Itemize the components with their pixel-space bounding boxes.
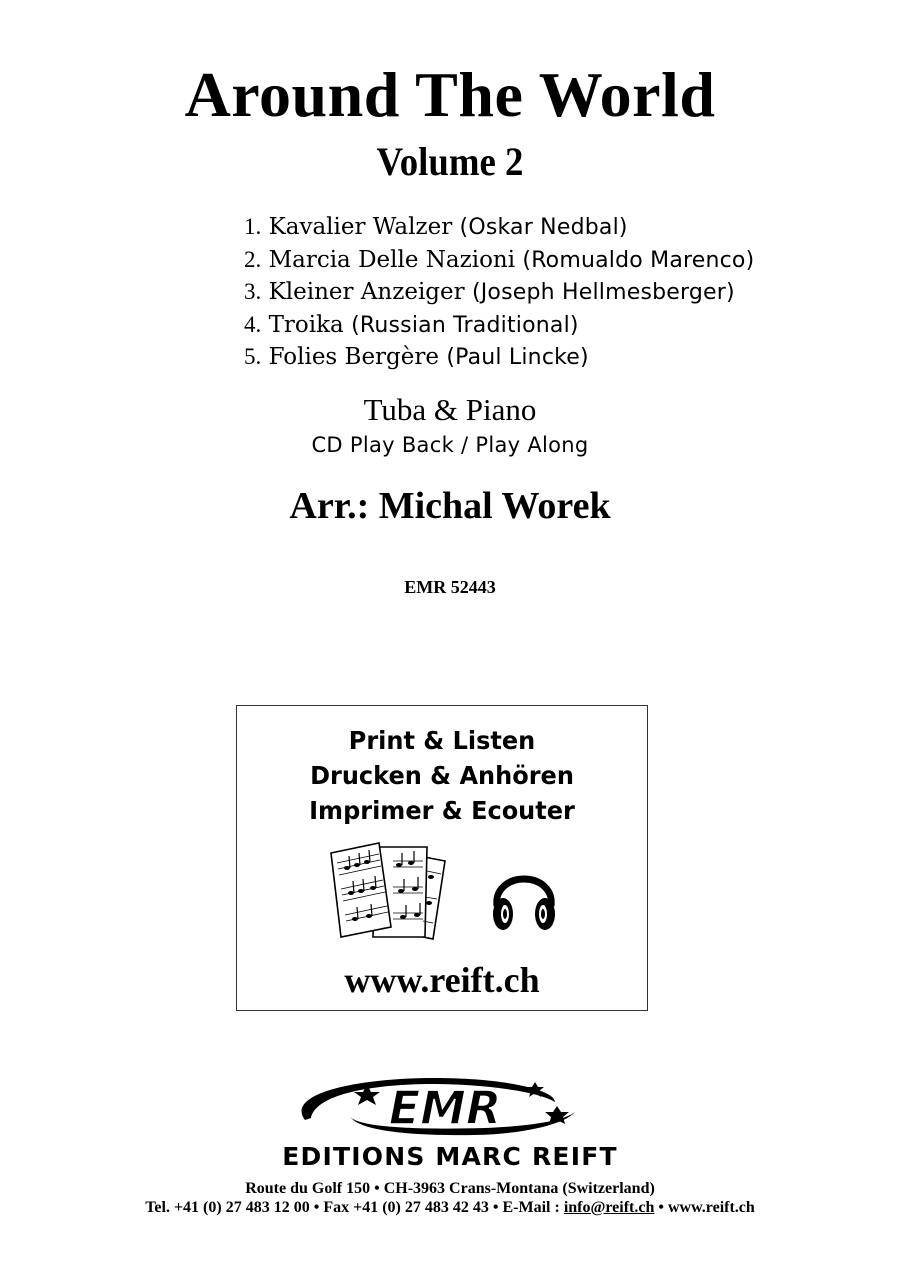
contents-list xyxy=(244,211,754,374)
contents-item: 3. Kleiner Anzeiger (Joseph Hellmesberger) xyxy=(244,279,735,305)
promo-line-fr: Imprimer & Ecouter xyxy=(309,796,575,825)
promo-line-en: Print & Listen xyxy=(348,726,536,755)
phone-number: Tel. +41 (0) 27 483 12 00 xyxy=(145,1199,310,1216)
contents-item: 4. Troika (Russian Traditional) xyxy=(244,311,579,338)
fax-number: Fax +41 (0) 27 483 42 43 xyxy=(323,1199,489,1216)
catalog-number: EMR 52443 xyxy=(404,577,496,597)
contents-item: 1. Kavalier Walzer (Oskar Nedbal) xyxy=(244,214,628,240)
contents-item: 2. Marcia Delle Nazioni (Romualdo Marenco) xyxy=(244,246,755,273)
email-label: E-Mail : xyxy=(502,1199,560,1216)
cover-subtitle: Volume 2 xyxy=(376,139,524,184)
playback-note: CD Play Back / Play Along xyxy=(311,433,589,457)
email-link[interactable]: info@reift.ch xyxy=(563,1199,655,1216)
emr-logo-mark xyxy=(235,1072,665,1172)
sheet-music-icon xyxy=(327,841,457,941)
headphones-icon xyxy=(489,858,559,938)
publisher-address: Route du Golf 150 • CH-3963 Crans-Montana (Switzerland) xyxy=(245,1180,655,1197)
publisher-name: EDITIONS MARC REIFT xyxy=(282,1142,618,1171)
cover-title: Around The World xyxy=(184,59,716,130)
publisher-contact: Tel. +41 (0) 27 483 12 00 • Fax +41 (0) 27 483 42 43 • E-Mail : info@reift.ch • www.reift.ch xyxy=(145,1199,755,1216)
contents-item: 5. Folies Bergère (Paul Lincke) xyxy=(244,344,589,370)
logo-mark-text: EMR xyxy=(388,1081,502,1135)
promo-website: www.reift.ch xyxy=(344,960,540,1000)
print-listen-box xyxy=(236,705,648,1011)
arranger: Arr.: Michal Worek xyxy=(289,485,611,527)
publisher-logo xyxy=(235,1072,665,1177)
promo-line-de: Drucken & Anhören xyxy=(310,761,574,790)
instrumentation: Tuba & Piano xyxy=(363,392,537,427)
website-link[interactable]: www.reift.ch xyxy=(668,1199,755,1216)
